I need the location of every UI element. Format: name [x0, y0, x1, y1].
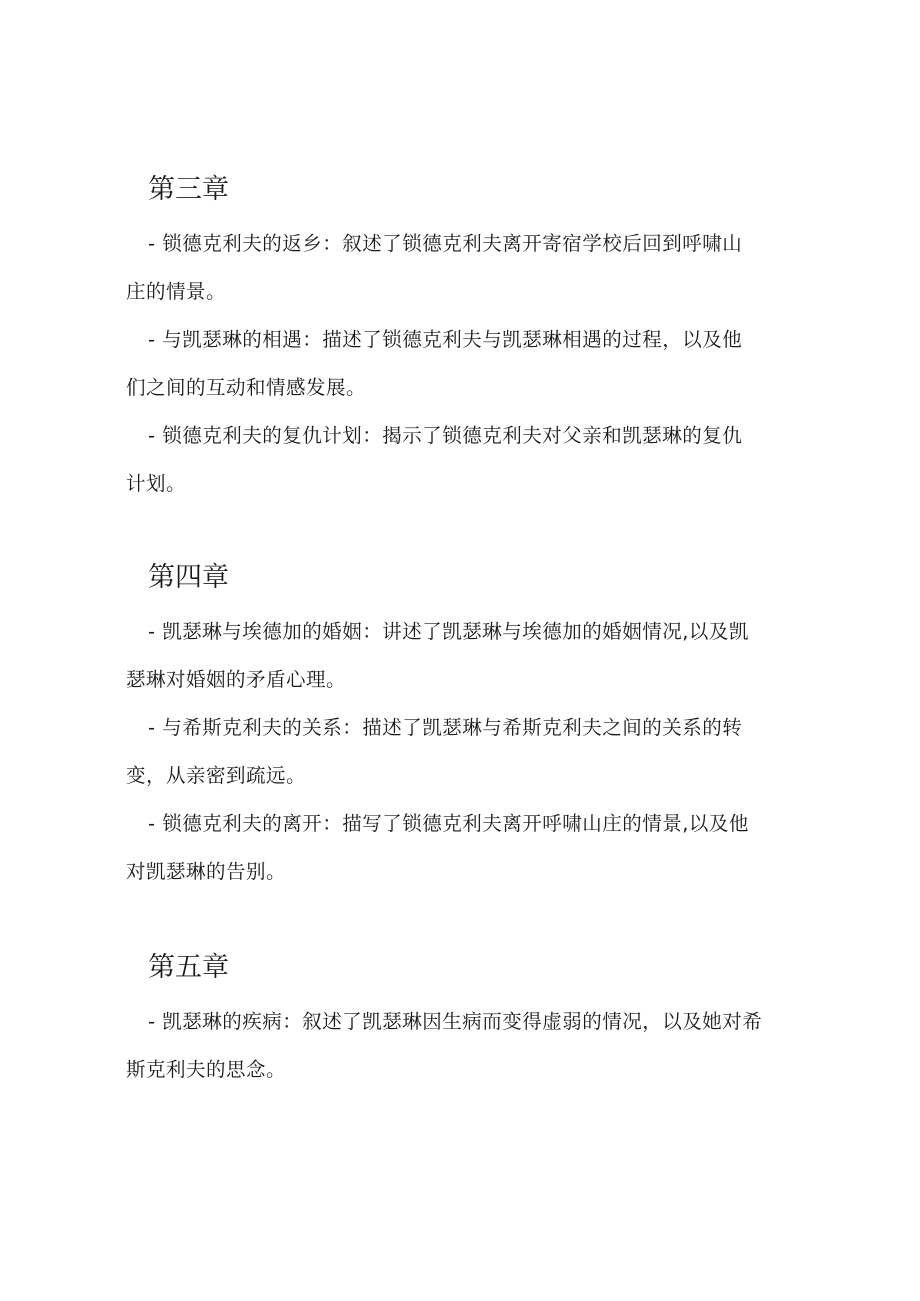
item-line-1: - 凯瑟琳的疾病：叙述了凯瑟琳因生病而变得虚弱的情况，以及她对希 — [148, 1010, 763, 1033]
list-item — [126, 220, 828, 316]
item-line-1: - 凯瑟琳与埃德加的婚姻：讲述了凯瑟琳与埃德加的婚姻情况,以及凯 — [148, 620, 749, 643]
item-line-2: 变，从亲密到疏远。 — [126, 764, 307, 787]
list-item — [126, 704, 828, 800]
chapter-4 — [126, 560, 828, 896]
list-item — [126, 608, 828, 704]
item-line-2: 斯克利夫的思念。 — [126, 1058, 287, 1081]
item-line-1: - 锁德克利夫的离开：描写了锁德克利夫离开呼啸山庄的情景,以及他 — [148, 812, 749, 835]
item-line-2: 计划。 — [126, 472, 187, 495]
item-line-2: 瑟琳对婚姻的矛盾心理。 — [126, 668, 347, 691]
list-item — [126, 412, 828, 508]
item-line-1: - 锁德克利夫的复仇计划：揭示了锁德克利夫对父亲和凯瑟琳的复仇 — [148, 424, 743, 447]
list-item — [126, 998, 828, 1094]
item-line-2: 对凯瑟琳的告别。 — [126, 860, 287, 883]
item-line-1: - 锁德克利夫的返乡：叙述了锁德克利夫离开寄宿学校后回到呼啸山 — [148, 232, 743, 255]
chapter-items — [126, 998, 828, 1094]
list-item — [126, 316, 828, 412]
chapter-title: 第五章 — [148, 952, 229, 983]
chapter-5 — [126, 950, 828, 1094]
chapter-title: 第三章 — [148, 174, 229, 205]
item-line-1: - 与希斯克利夫的关系：描述了凯瑟琳与希斯克利夫之间的关系的转 — [148, 716, 743, 739]
chapter-items — [126, 608, 828, 896]
chapter-title: 第四章 — [148, 562, 229, 593]
item-line-2: 庄的情景。 — [126, 280, 227, 303]
list-item — [126, 800, 828, 896]
item-line-1: - 与凯瑟琳的相遇：描述了锁德克利夫与凯瑟琳相遇的过程，以及他 — [148, 328, 743, 351]
item-line-2: 们之间的互动和情感发展。 — [126, 376, 367, 399]
chapter-3 — [126, 172, 828, 508]
chapter-items — [126, 220, 828, 508]
